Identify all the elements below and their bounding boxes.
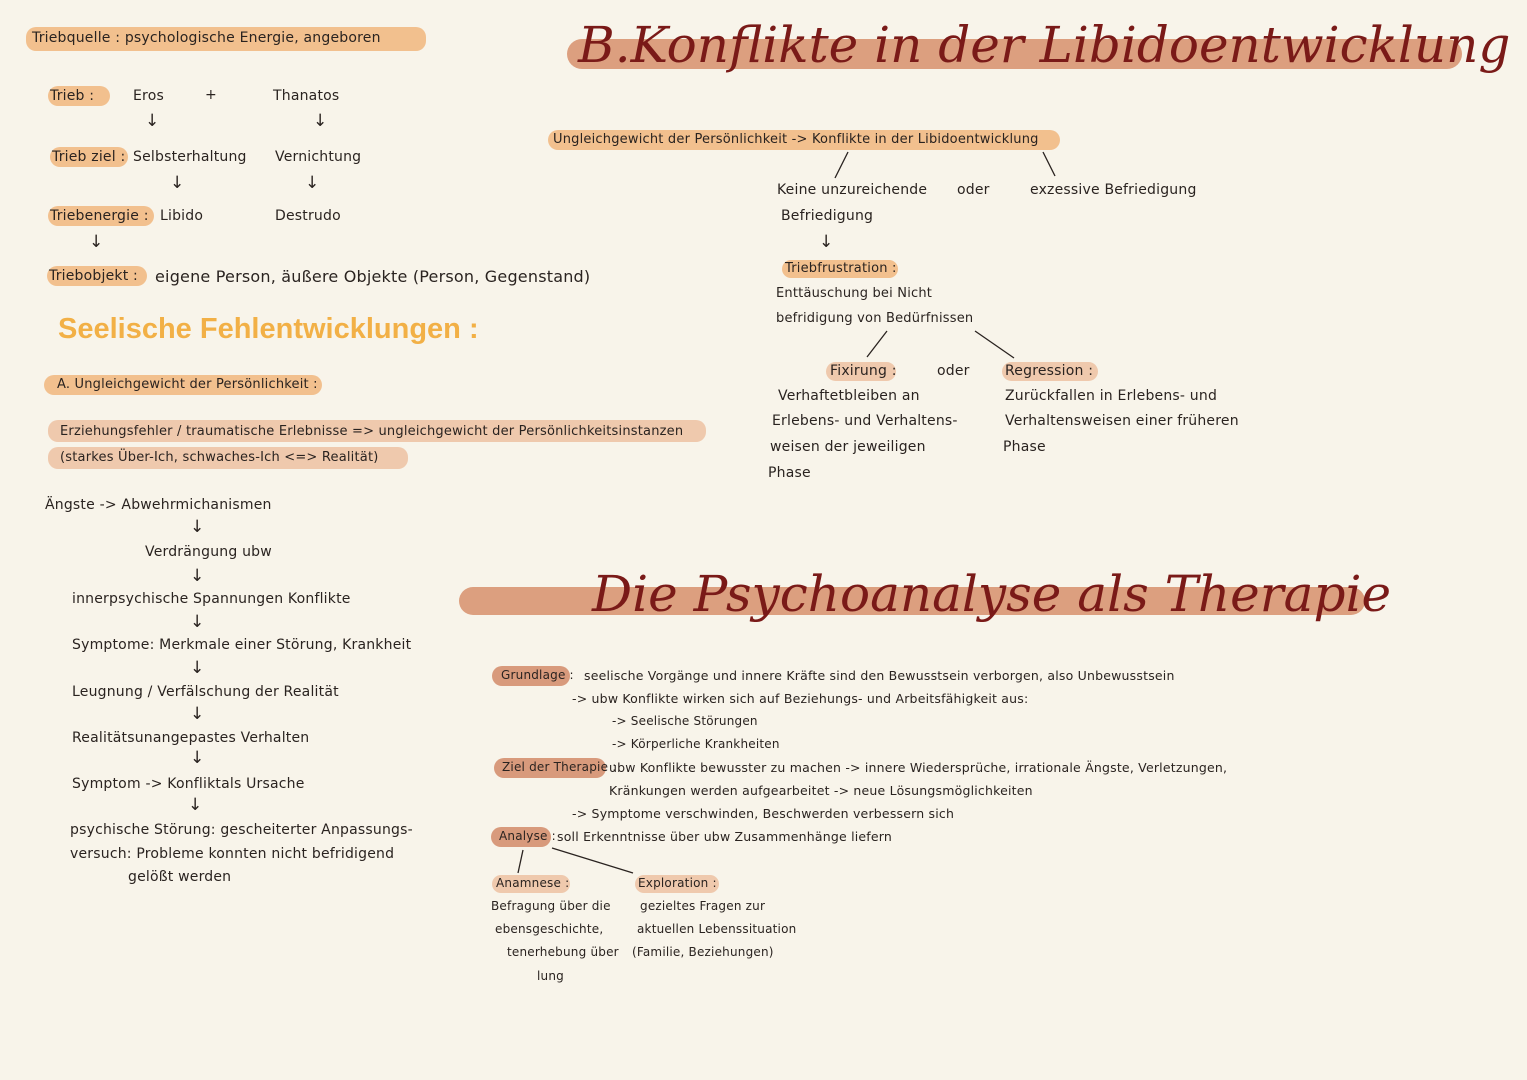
exploration-line-2: aktuellen Lebenssituation [637, 922, 797, 936]
vernichtung-text: Vernichtung [275, 149, 362, 165]
arrow-down-icon: ↓ [188, 795, 203, 815]
fixierung-line-4: Phase [768, 465, 811, 481]
fixierung-line-3: weisen der jeweiligen [770, 439, 926, 455]
arrow-down-icon: ↓ [190, 704, 205, 724]
arrow-down-icon: ↓ [190, 748, 205, 768]
anamnese-line-3: tenerhebung über [507, 945, 619, 959]
konflikte-badge: Ungleichgewicht der Persönlichkeit -> Konflikte in der Libidoentwicklung [553, 132, 1039, 147]
selbsterhaltung-text: Selbsterhaltung [133, 149, 247, 165]
grundlage-line-4: -> Körperliche Krankheiten [612, 737, 780, 751]
oder-text-2: oder [937, 363, 970, 379]
chain-step-6: Realitätsunangepastes Verhalten [72, 730, 310, 746]
ungleich-badge: A. Ungleichgewicht der Persönlichkeit : [57, 377, 318, 392]
connector-line [1043, 152, 1055, 176]
eros-text: Eros [133, 88, 164, 104]
arrow-down-icon: ↓ [819, 232, 834, 252]
anamnese-line-4: lung [537, 969, 564, 983]
libido-text: Libido [160, 208, 204, 224]
connector-line [552, 848, 633, 873]
chain-step-7: Symptom -> Konfliktals Ursache [72, 776, 305, 792]
chain-step-8: psychische Störung: gescheiterter Anpassungs- [70, 822, 413, 838]
frustration-line-2: befridigung von Bedürfnissen [776, 311, 974, 326]
arrow-down-icon: ↓ [190, 566, 205, 586]
chain-step-5: Leugnung / Verfälschung der Realität [72, 684, 339, 700]
arrow-down-icon: ↓ [190, 612, 205, 632]
trieb-label: Trieb : [50, 88, 95, 104]
arrow-down-icon: ↓ [190, 517, 205, 537]
grundlage-line-1: seelische Vorgänge und innere Kräfte sind den Bewusstsein verborgen, also Unbewusstsein [584, 668, 1175, 683]
connector-line [975, 331, 1014, 358]
arrow-down-icon: ↓ [305, 173, 320, 193]
frustration-label: Triebfrustration : [785, 261, 897, 276]
anamnese-label: Anamnese : [496, 876, 570, 890]
arrow-down-icon: ↓ [89, 232, 104, 252]
triebobjekt-label: Triebobjekt : [49, 268, 138, 284]
regression-label: Regression : [1005, 363, 1094, 379]
keine-line-1: Keine unzureichende [777, 182, 928, 198]
connector-line [518, 850, 523, 873]
regression-line-2: Verhaltensweisen einer früheren [1005, 413, 1239, 429]
chain-step-4: Symptome: Merkmale einer Störung, Krankheit [72, 637, 412, 653]
grundlage-label: Grundlage : [501, 668, 574, 682]
grundlage-line-2: -> ubw Konflikte wirken sich auf Beziehungs- und Arbeitsfähigkeit aus: [572, 691, 1029, 706]
erziehung-line-1: Erziehungsfehler / traumatische Erlebnisse => ungleichgewicht der Persönlichkeitsinstanzen [60, 424, 684, 439]
regression-line-1: Zurückfallen in Erlebens- und [1005, 388, 1218, 404]
chain-step-10: gelößt werden [128, 869, 232, 885]
arrow-down-icon: ↓ [313, 111, 328, 131]
fixierung-line-1: Verhaftetbleiben an [778, 388, 920, 404]
fixierung-label: Fixirung : [830, 363, 897, 379]
exploration-line-1: gezieltes Fragen zur [640, 899, 766, 913]
ziel-label: Ziel der Therapie : [502, 760, 617, 774]
konflikte-title: B.Konflikte in der Libidoentwicklung [578, 16, 1511, 74]
therapie-title: Die Psychoanalyse als Therapie [592, 565, 1392, 623]
connector-line [867, 331, 887, 357]
triebenergie-label: Triebenergie : [50, 208, 149, 224]
fixierung-line-2: Erlebens- und Verhaltens- [772, 413, 958, 429]
analyse-label: Analyse : [499, 829, 556, 843]
chain-step-3: innerpsychische Spannungen Konflikte [72, 591, 351, 607]
triebquelle-text: Triebquelle : psychologische Energie, angeboren [32, 30, 381, 46]
chain-step-9: versuch: Probleme konnten nicht befridigend [70, 846, 395, 862]
exzessive-text: exzessive Befriedigung [1030, 182, 1197, 198]
frustration-line-1: Enttäuschung bei Nicht [776, 286, 933, 301]
arrow-down-icon: ↓ [145, 111, 160, 131]
exploration-line-3: (Familie, Beziehungen) [632, 945, 774, 959]
keine-line-2: Befriedigung [781, 208, 874, 224]
anamnese-line-1: Befragung über die [491, 899, 611, 913]
connector-line [835, 152, 848, 178]
chain-step-2: Verdrängung ubw [145, 544, 272, 560]
arrow-down-icon: ↓ [190, 658, 205, 678]
anamnese-line-2: ebensgeschichte, [495, 922, 604, 936]
regression-line-3: Phase [1003, 439, 1046, 455]
grundlage-line-3: -> Seelische Störungen [612, 714, 758, 728]
exploration-label: Exploration : [638, 876, 717, 890]
ziel-line-1: ubw Konflikte bewusster zu machen -> innere Wiedersprüche, irrationale Ängste, Verletzungen, [609, 760, 1228, 775]
analyse-text: soll Erkenntnisse über ubw Zusammenhänge liefern [557, 829, 893, 844]
triebobjekt-text: eigene Person, äußere Objekte (Person, Gegenstand) [155, 267, 591, 286]
thanatos-text: Thanatos [273, 88, 340, 104]
oder-text-1: oder [957, 182, 990, 198]
erziehung-line-2: (starkes Über-Ich, schwaches-Ich <=> Realität) [60, 450, 379, 465]
arrow-down-icon: ↓ [170, 173, 185, 193]
ziel-line-3: -> Symptome verschwinden, Beschwerden verbessern sich [572, 806, 955, 821]
seelische-fehlentwicklungen-title: Seelische Fehlentwicklungen : [58, 313, 479, 345]
ziel-line-2: Kränkungen werden aufgearbeitet -> neue Lösungsmöglichkeiten [609, 783, 1033, 798]
destrudo-text: Destrudo [275, 208, 341, 224]
plus-sign: + [205, 87, 217, 103]
triebziel-label: Trieb ziel : [52, 149, 126, 165]
chain-step-1: Ängste -> Abwehrmichanismen [45, 497, 272, 513]
